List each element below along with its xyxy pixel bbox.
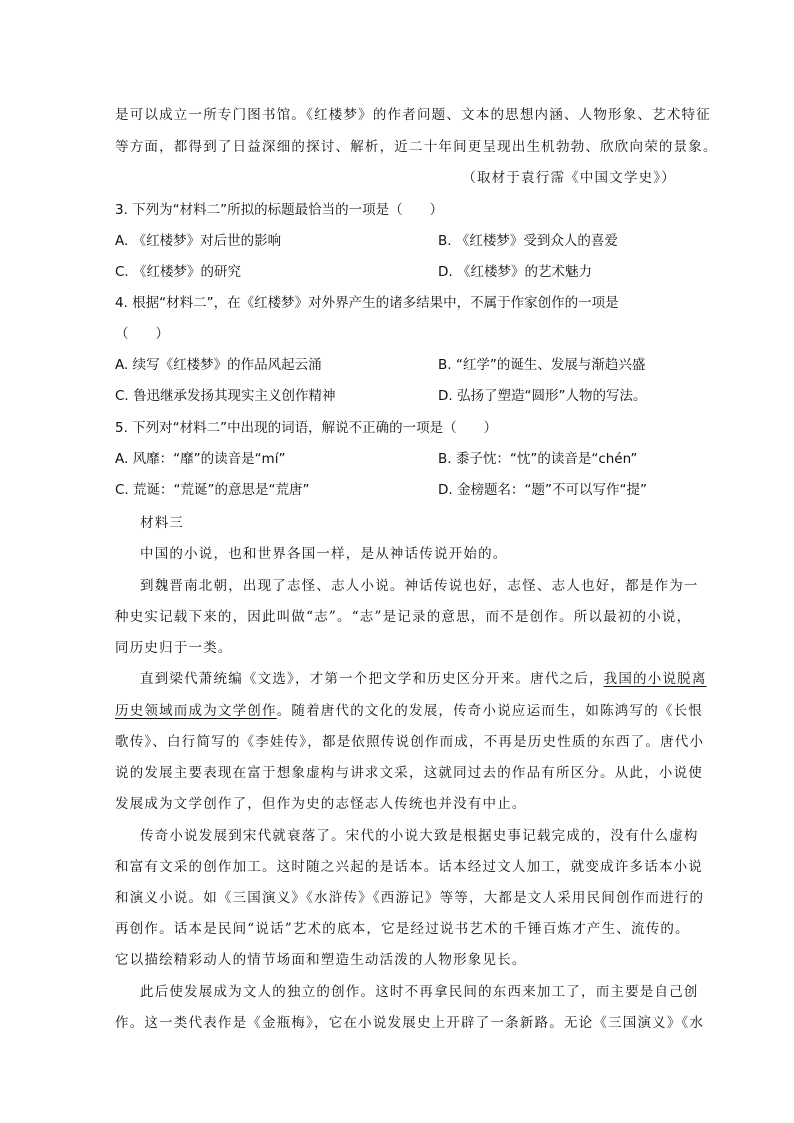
question-4-option-a: A. 续写《红楼梦》的作品风起云涌 <box>115 357 322 373</box>
material3-p4-line-4: 再创作。话本是民间“说话”艺术的底本，它是经过说书艺术的千锤百炼才产生、流传的。 <box>115 921 690 937</box>
material3-p4-line-5: 它以描绘精彩动人的情节场面和塑造生动活泼的人物形象见长。 <box>115 952 527 968</box>
question-5-option-d: D. 金榜题名：“题”不可以写作“提” <box>438 482 647 498</box>
material2-line-1: 是可以成立一所专门图书馆。《红楼梦》的作者问题、文本的思想内涵、人物形象、艺术特征 <box>115 107 711 123</box>
material3-p1: 中国的小说，也和世界各国一样，是从神话传说开始的。 <box>140 546 508 562</box>
question-3-option-d: D. 《红楼梦》的艺术魅力 <box>438 264 592 280</box>
question-4-option-c: C. 鲁迅继承发扬其现实主义创作精神 <box>115 388 336 404</box>
question-4-option-d: D. 弘扬了塑造“圆形”人物的写法。 <box>438 388 647 404</box>
material3-p4-line-3: 和演义小说。如《三国演义》《水浒传》《西游记》等等，大都是文人采用民间创作而进行的 <box>115 890 705 906</box>
material3-p4-line-1: 传奇小说发展到宋代就衰落了。宋代的小说大致是根据史事记载完成的，没有什么虚构 <box>140 828 699 844</box>
underlined-phrase-1: 我国的小说脱离 <box>603 671 707 687</box>
material3-p3-line-1-text: 直到梁代萧统编《文选》，才第一个把文学和历史区分开来。唐代之后， <box>140 671 604 687</box>
question-3-option-a: A. 《红楼梦》对后世的影响 <box>115 233 282 249</box>
question-3-option-c: C. 《红楼梦》的研究 <box>115 264 242 280</box>
underlined-phrase-2: 历史领域而成为文学创作 <box>115 703 277 719</box>
material3-p3-line-1 <box>140 667 707 687</box>
question-4-stem: 4. 根据“材料二”，在《红楼梦》对外界产生的诸多结果中，不属于作家创作的一项是 <box>115 295 619 311</box>
material3-p2-line-3: 同历史归于一类。 <box>115 640 233 656</box>
question-4-option-b: B. “红学”的诞生、发展与渐趋兴盛 <box>438 357 646 373</box>
material3-p3-line-4: 说的发展主要表现在富于想象虚构与讲求文采，这就同过去的作品有所区分。从此，小说使 <box>115 765 703 781</box>
question-3-stem: 3. 下列为“材料二”所拟的标题最恰当的一项是（ ） <box>115 202 444 218</box>
material3-p3-line-2 <box>115 699 703 719</box>
question-5-stem: 5. 下列对“材料二”中出现的词语，解说不正确的一项是（ ） <box>115 420 498 436</box>
question-5-option-a: A. 风靡：“靡”的读音是“mí” <box>115 451 286 467</box>
material3-p3-line-5: 发展成为文学创作了，但作为史的志怪志人传统也并没有中止。 <box>115 796 527 812</box>
material3-p5-line-2: 作。这一类代表作是《金瓶梅》，它在小说发展史上开辟了一条新路。无论《三国演义》《水 <box>115 1015 705 1031</box>
material3-p3-line-2-text: 。随着唐代的文化的发展，传奇小说应运而生，如陈鸿写的《长恨 <box>276 703 704 719</box>
question-4-stem-cont: （ ） <box>115 326 169 342</box>
material2-source: （取材于袁行霈《中国文学史》） <box>462 170 676 186</box>
question-5-option-c: C. 荒诞：“荒诞”的意思是“荒唐” <box>115 482 310 498</box>
material2-line-2: 等方面，都得到了日益深细的探讨、解析，近二十年间更呈现出生机勃勃、欣欣向荣的景象。 <box>115 139 718 155</box>
material3-p5-line-1: 此后使发展成为文人的独立的创作。这时不再拿民间的东西来加工了，而主要是自己创 <box>140 984 699 1000</box>
material3-p2-line-1: 到魏晋南北朝，出现了志怪、志人小说。神话传说也好，志怪、志人也好，都是作为一 <box>140 578 699 594</box>
material3-p4-line-2: 和富有文采的创作加工。这时随之兴起的是话本。话本经过文人加工，就变成许多话本小说 <box>115 859 703 875</box>
material3-p2-line-2: 种史实记载下来的，因此叫做“志”。“志”是记录的意思，而不是创作。所以最初的小说， <box>115 609 692 625</box>
question-3-option-b: B. 《红楼梦》受到众人的喜爱 <box>438 233 618 249</box>
material3-p3-line-3: 歌传》、白行简写的《李娃传》，都是依照传说创作而成，不再是历史性质的东西了。唐代小 <box>115 734 705 750</box>
question-5-option-b: B. 黍子忱：“忱”的读音是“chén” <box>438 451 638 467</box>
material3-heading: 材料三 <box>140 515 185 531</box>
